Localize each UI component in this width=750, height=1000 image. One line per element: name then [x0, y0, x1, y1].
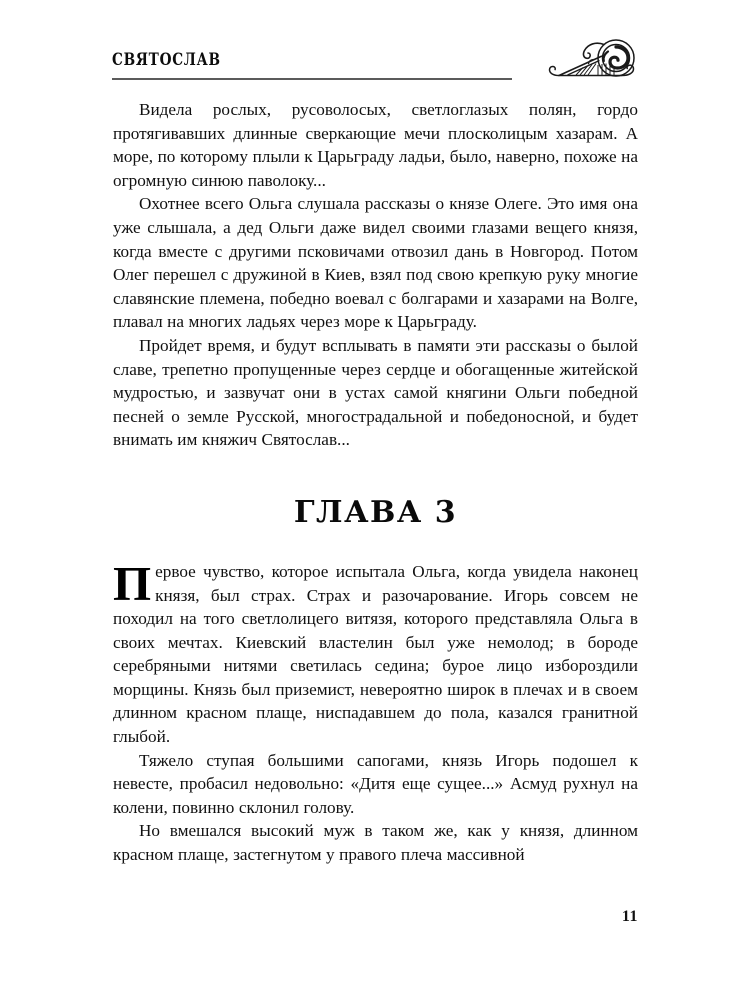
- paragraph: Пройдет время, и будут всплывать в памяти эти рассказы о былой славе, трепетно пропущенные через сердце и обогащенные житейской мудростью, и зазвучат они в устах самой княгини Ольги победной песней о земле Русской, многострадальной и победоносной, и будет внимать им княжич Святослав...: [113, 335, 638, 450]
- paragraph: Но вмешался высокий муж в таком же, как у князя, длинном красном плаще, застегнутом у правого плеча массивной: [113, 821, 638, 865]
- page-number: 11: [621, 908, 638, 925]
- header-divider-rule: [112, 78, 512, 80]
- paragraph-with-dropcap: [113, 555, 638, 749]
- paragraph: Тяжело ступая большими сапогами, князь Игорь подошел к невесте, пробасил недовольно: «Дитя еще сущее...» Асмуд рухнул на колени, повинно склонил голову.: [113, 750, 638, 817]
- page-body: [113, 98, 638, 867]
- chapter-heading: ГЛАВА 3: [293, 494, 458, 530]
- running-head-title: СВЯТОСЛАВ: [112, 50, 221, 69]
- paragraph: Охотнее всего Ольга слушала рассказы о князе Олеге. Это имя она уже слышала, а дед Ольги даже видел своими глазами вещего князя, когда вместе с другими псковичами отвозил дань в Новгород. Потом Олег перешел с дружиной в Киев, взял под свою крепкую руку многие славянские племена, победно воевал с болгарами и хазарами на Волге, плавал на многих ладьях через море к Царьграду.: [113, 194, 638, 332]
- swirl-flourish-ornament: [504, 38, 654, 88]
- chapter-spacer-top: [113, 452, 638, 496]
- paragraph: Видела рослых, русоволосых, светлоглазых полян, гордо протягивавших длинные сверкающие мечи плосколицым хазарам. А море, по которому плыли к Царьграду ладьи, было, наверно, похоже на огромную синюю паволоку...: [113, 100, 638, 190]
- chapter-spacer-bottom: [113, 530, 638, 560]
- drop-cap-letter: П: [113, 555, 152, 611]
- paragraph-body-text: ервое чувство, которое испытала Ольга, когда увидела наконец князя, был страх. Страх и разочарование. Игорь совсем не походил на того светлолицего витязя, которого представляла Ольга в своих мечтах. Киевский властелин был уже немолод; в бороде серебряными нитями светилась седина; бурое лицо избороздили морщины. Князь был приземист, невероятно широк в плечах и в своем длинном красном плаще, ниспадавшем до пола, казался гранитной глыбой.: [113, 561, 638, 747]
- page-header: [112, 50, 638, 92]
